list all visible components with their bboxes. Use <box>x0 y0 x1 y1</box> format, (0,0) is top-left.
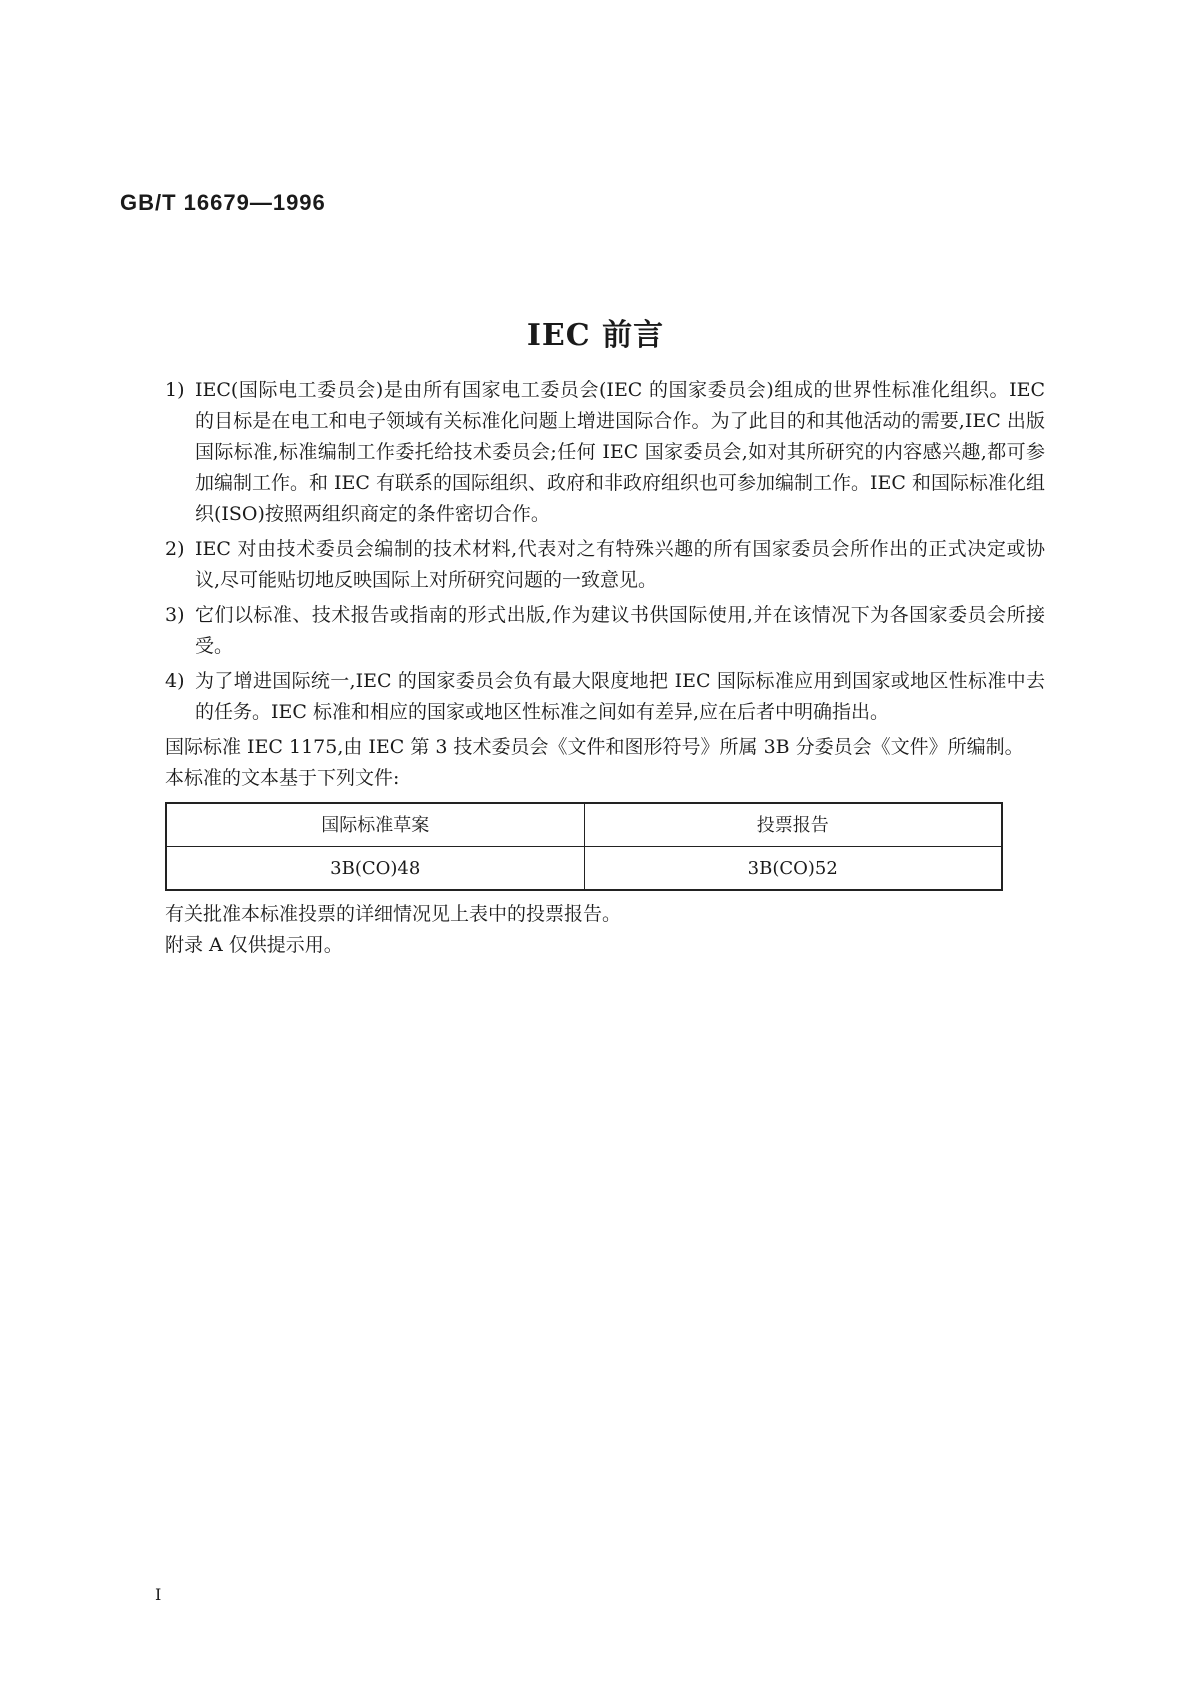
table-cell: 3B(CO)52 <box>584 847 1002 891</box>
foreword-body <box>165 375 1045 961</box>
documents-table <box>165 802 1003 891</box>
source-paragraph: 国际标准 IEC 1175,由 IEC 第 3 技术委员会《文件和图形符号》所属 3B 分委员会《文件》所编制。 <box>165 736 1024 758</box>
foreword-item-2 <box>165 534 1045 596</box>
item-number: 2) <box>165 538 185 560</box>
item-number: 1) <box>165 379 185 401</box>
table-cell: 3B(CO)48 <box>166 847 584 891</box>
foreword-item-1 <box>165 375 1045 530</box>
item-text: IEC(国际电工委员会)是由所有国家电工委员会(IEC 的国家委员会)组成的世界性标准化组织。IEC 的目标是在电工和电子领域有关标准化问题上增进国际合作。为了此目的和其他活动的需要,IEC 出版国际标准,标准编制工作委托给技术委员会;任何 IEC 国家委员会,如对其所研究的内容感兴趣,都可参加编制工作。和 IEC 有联系的国际组织、政府和非政府组织也可参加编制工作。IEC 和国际标准化组织(ISO)按照两组织商定的条件密切合作。 <box>195 379 1045 525</box>
page-number: I <box>155 1585 162 1604</box>
annex-note: 附录 A 仅供提示用。 <box>165 934 343 956</box>
standard-code: GB/T 16679—1996 <box>120 190 326 215</box>
page-title: IEC 前言 <box>526 318 665 353</box>
table-header-cell: 投票报告 <box>584 803 1002 847</box>
foreword-item-3 <box>165 600 1045 662</box>
vote-note: 有关批准本标准投票的详细情况见上表中的投票报告。 <box>165 903 622 925</box>
table-header-cell: 国际标准草案 <box>166 803 584 847</box>
item-text: IEC 对由技术委员会编制的技术材料,代表对之有特殊兴趣的所有国家委员会所作出的正式决定或协议,尽可能贴切地反映国际上对所研究问题的一致意见。 <box>195 538 1045 591</box>
item-number: 4) <box>165 670 185 692</box>
table-row <box>166 847 1002 891</box>
foreword-item-4 <box>165 666 1045 728</box>
based-on-paragraph: 本标准的文本基于下列文件: <box>165 767 400 789</box>
item-number: 3) <box>165 604 185 626</box>
table-header-row <box>166 803 1002 847</box>
item-text: 它们以标准、技术报告或指南的形式出版,作为建议书供国际使用,并在该情况下为各国家委员会所接受。 <box>195 604 1045 657</box>
item-text: 为了增进国际统一,IEC 的国家委员会负有最大限度地把 IEC 国际标准应用到国家或地区性标准中去的任务。IEC 标准和相应的国家或地区性标准之间如有差异,应在后者中明确指出。 <box>195 670 1045 723</box>
